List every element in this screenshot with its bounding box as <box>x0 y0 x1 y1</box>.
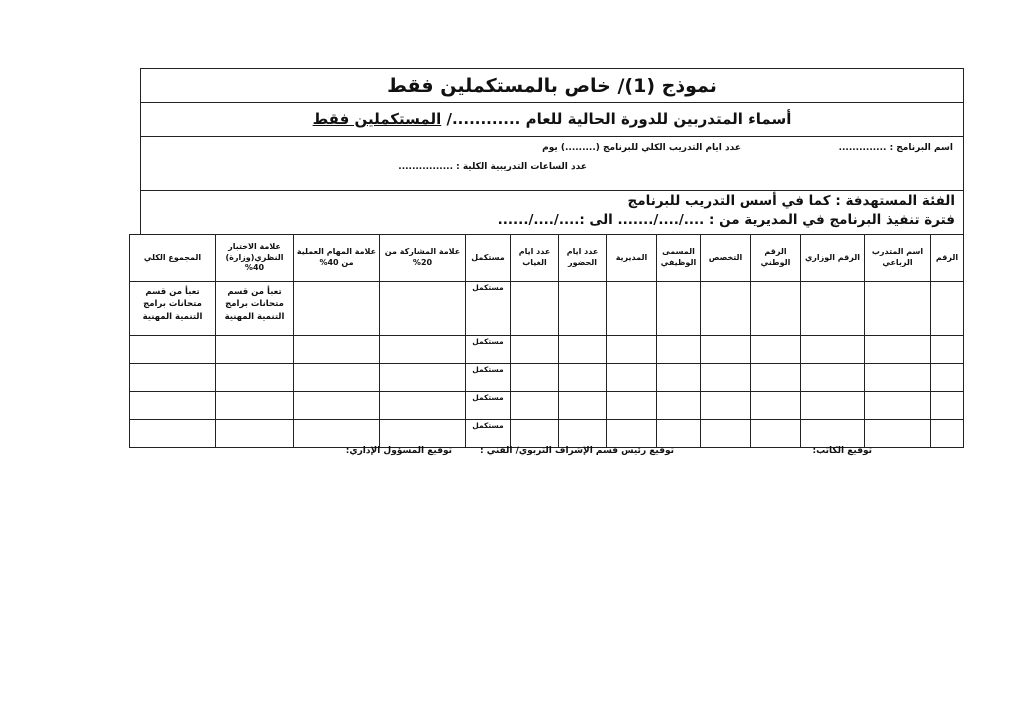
target-row <box>140 190 964 234</box>
total-hours: عدد الساعات التدريبية الكلية : ................ <box>398 162 587 172</box>
status-cell: مستكمل <box>466 420 511 448</box>
table-row <box>130 420 964 448</box>
subtitle-underlined: المستكملين فقط <box>312 110 442 128</box>
header-total: المجموع الكلي <box>130 235 216 282</box>
header-number: الرقم <box>931 235 964 282</box>
form-subtitle <box>140 102 964 136</box>
header-national-number: الرقم الوطني <box>751 235 801 282</box>
header-participation-mark: علامة المشاركة من 20% <box>380 235 466 282</box>
status-cell: مستكمل <box>466 336 511 364</box>
trainees-table <box>129 234 964 448</box>
subtitle-main: أسماء المتدربين للدورة الحالية للعام ............/ <box>446 110 792 128</box>
header-job-title: المسمى الوظيفي <box>657 235 701 282</box>
form-sheet <box>140 68 964 448</box>
signatures-row <box>140 446 964 466</box>
header-attendance-days: عدد ايام الحضور <box>559 235 607 282</box>
clerk-signature: توقيع الكاتب: <box>812 446 872 456</box>
hours-row <box>140 162 964 190</box>
total-note: تعبأ من قسم متحانات برامج التنمية المهنية <box>130 282 216 336</box>
exam-note: تعبأ من قسم متحانات برامج التنمية المهنية <box>216 282 294 336</box>
table-row <box>130 282 964 336</box>
program-info-row <box>140 136 964 162</box>
admin-signature: توقيع المسؤول الإداري: <box>345 446 452 456</box>
header-status: مستكمل <box>466 235 511 282</box>
execution-period: فترة تنفيذ البرنامج في المديرية من : ..../..../....... الى :..../..../...... <box>497 212 955 228</box>
table-row <box>130 364 964 392</box>
training-days: عدد ايام التدريب الكلي للبرنامج (.........) يوم <box>542 143 741 153</box>
header-specialization: التخصص <box>701 235 751 282</box>
table-header-row <box>130 235 964 282</box>
form-title: نموذج (1)/ خاص بالمستكملين فقط <box>140 68 964 102</box>
status-cell: مستكمل <box>466 392 511 420</box>
header-directorate: المديرية <box>607 235 657 282</box>
header-ministry-number: الرقم الوزاري <box>801 235 865 282</box>
supervisor-signature: توقيع رئيس قسم الإشراف التربوي/ الفني : <box>480 446 674 456</box>
status-cell: مستكمل <box>466 282 511 336</box>
header-theory-exam-mark: علامة الاختبار النظري(وزارة) 40% <box>216 235 294 282</box>
status-cell: مستكمل <box>466 364 511 392</box>
header-absence-days: عدد ايام الغياب <box>511 235 559 282</box>
header-practical-mark: علامة المهام العملية من 40% <box>294 235 380 282</box>
program-name: اسم البرنامج : .............. <box>838 143 953 153</box>
target-group: الفئة المستهدفة : كما في أسس التدريب للبرنامج <box>627 193 955 209</box>
header-trainee-name: اسم المتدرب الرباعي <box>865 235 931 282</box>
table-row <box>130 336 964 364</box>
table-row <box>130 392 964 420</box>
